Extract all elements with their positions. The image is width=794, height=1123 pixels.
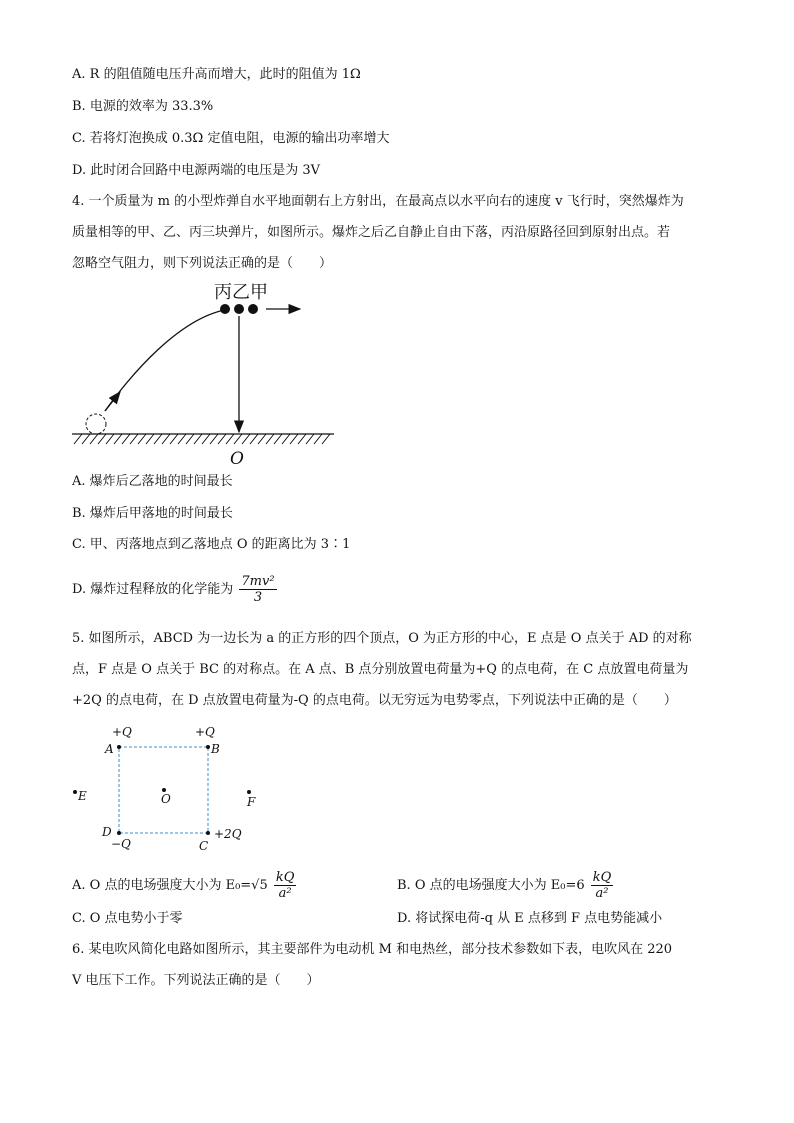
- q4-stem-line1: 4. 一个质量为 m 的小型炸弹自水平地面朝右上方射出，在最高点以水平向右的速度 v 飞行时，突然爆炸为: [72, 194, 684, 209]
- trajectory-curve: [105, 309, 230, 411]
- q5-option-d: D. 将试探电荷-q 从 E 点移到 F 点电势能减小: [397, 911, 663, 926]
- fragment-bing: [220, 304, 230, 314]
- q4-stem-line2: 质量相等的甲、乙、丙三块弹片，如图所示。爆炸之后乙自静止自由下落，丙沿原路径回到原射出点。若: [72, 225, 671, 240]
- label-o: O: [161, 792, 171, 806]
- trajectory-arrow: [105, 392, 120, 411]
- fraction-denominator: 3: [253, 590, 263, 605]
- charge-d-label: −Q: [111, 837, 131, 851]
- fraction-denominator: a²: [278, 886, 292, 901]
- point-o-label: O: [230, 449, 244, 469]
- point-e: [73, 790, 77, 794]
- q5-option-b: [397, 870, 613, 901]
- label-c: C: [199, 839, 209, 853]
- fraction-denominator: a²: [595, 886, 609, 901]
- charge-c-label: +2Q: [214, 827, 242, 841]
- fraction-numerator: kQ: [592, 870, 612, 885]
- launch-position-circle: [86, 414, 106, 434]
- q3-option-b: B. 电源的效率为 33.3%: [72, 99, 214, 114]
- label-e: E: [78, 789, 87, 803]
- point-b: [206, 745, 210, 749]
- q5-option-b-fraction: [591, 870, 614, 901]
- fragment-labels: 丙乙甲: [214, 282, 268, 303]
- q4-stem-line3: 忽略空气阻力，则下列说法正确的是（ ）: [72, 256, 333, 271]
- q3-option-d: D. 此时闭合回路中电源两端的电压是为 3V: [72, 163, 321, 178]
- point-c: [206, 831, 210, 835]
- q3-option-c: C. 若将灯泡换成 0.3Ω 定值电阻，电源的输出功率增大: [72, 131, 390, 146]
- q5-option-a-text: A. O 点的电场强度大小为 E₀=√5: [72, 878, 268, 893]
- q4-option-a: A. 爆炸后乙落地的时间最长: [72, 474, 233, 489]
- q4-option-d-text: D. 爆炸过程释放的化学能为: [72, 582, 234, 597]
- q5-option-b-text: B. O 点的电场强度大小为 E₀=6: [397, 878, 585, 893]
- point-f: [247, 790, 251, 794]
- q5-stem-line1: 5. 如图所示，ABCD 为一边长为 a 的正方形的四个顶点，O 为正方形的中心，E 点是 O 点关于 AD 的对称: [72, 631, 692, 646]
- ground-hatching: [74, 434, 330, 444]
- q5-option-c: C. O 点电势小于零: [72, 911, 183, 926]
- label-f: F: [247, 795, 256, 809]
- q5-option-a-fraction: [274, 870, 297, 901]
- q4-option-c: C. 甲、丙落地点到乙落地点 O 的距离比为 3∶1: [72, 537, 351, 552]
- q4-option-b: B. 爆炸后甲落地的时间最长: [72, 506, 233, 521]
- q5-figure: [62, 720, 282, 856]
- q4-option-d: [72, 574, 277, 605]
- q6-stem-line1: 6. 某电吹风简化电路如图所示，其主要部件为电动机 M 和电热丝，部分技术参数如下表，电吹风在 220: [72, 942, 673, 957]
- label-a: A: [105, 742, 114, 756]
- q4-option-d-fraction: [239, 574, 276, 605]
- fragment-yi: [234, 304, 244, 314]
- q4-figure: [60, 276, 360, 472]
- point-d: [117, 831, 121, 835]
- fraction-numerator: kQ: [275, 870, 295, 885]
- charge-b-label: +Q: [195, 725, 215, 739]
- q6-stem-line2: V 电压下工作。下列说法正确的是（ ）: [72, 973, 320, 988]
- fraction-numerator: 7mv²: [241, 574, 275, 589]
- label-b: B: [211, 742, 220, 756]
- q5-stem-line2: 点，F 点是 O 点关于 BC 的对称点。在 A 点、B 点分别放置电荷量为+Q 的点电荷，在 C 点放置电荷量为: [72, 662, 689, 677]
- fragment-jia: [248, 304, 258, 314]
- point-a: [117, 745, 121, 749]
- charge-a-label: +Q: [112, 725, 132, 739]
- q5-option-a: [72, 870, 296, 901]
- label-d: D: [102, 825, 112, 839]
- q3-option-a: A. R 的阻值随电压升高而增大，此时的阻值为 1Ω: [72, 67, 361, 82]
- q5-stem-line3: +2Q 的点电荷，在 D 点放置电荷量为-Q 的点电荷。以无穷远为电势零点，下列说法中正确的是（ ）: [72, 693, 677, 708]
